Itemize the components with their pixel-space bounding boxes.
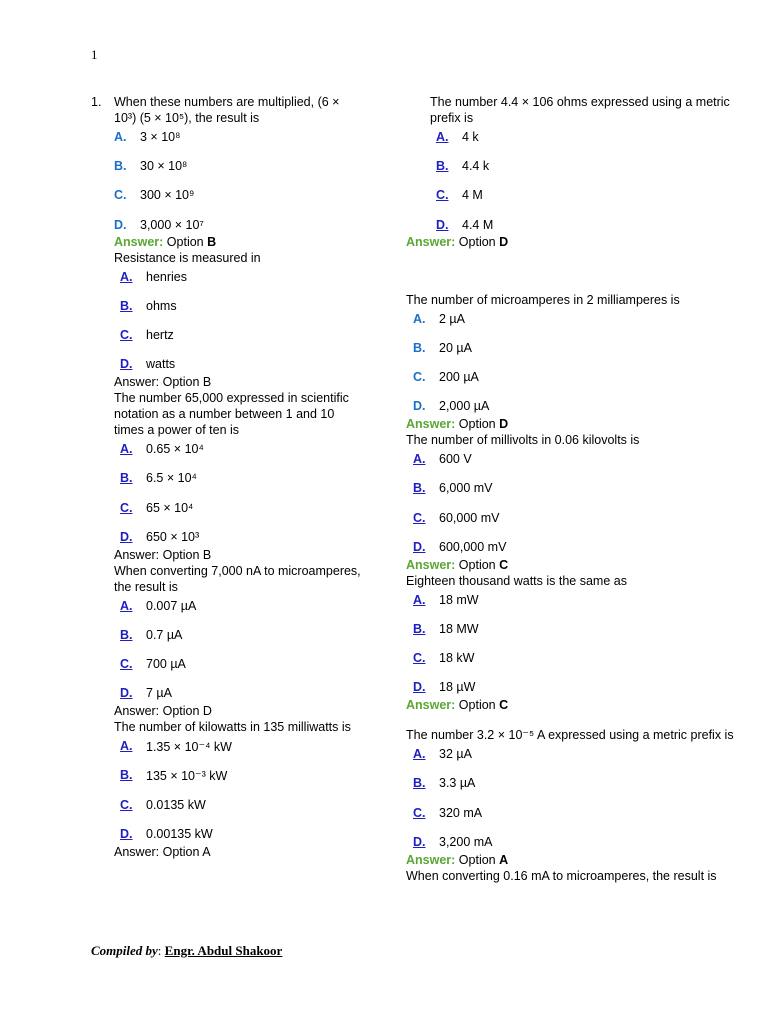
answer-text: Option <box>455 234 500 249</box>
options-list <box>406 452 756 557</box>
option-text: 20 µA <box>439 340 472 355</box>
option-letter[interactable]: D. <box>120 529 133 544</box>
option-b[interactable] <box>120 628 361 657</box>
option-letter[interactable]: D. <box>413 834 426 849</box>
option-d[interactable] <box>120 686 361 703</box>
option-letter[interactable]: D. <box>436 217 449 232</box>
footer-colon: : <box>157 943 162 958</box>
option-letter[interactable]: C. <box>120 657 133 672</box>
option-text: 0.0135 kW <box>146 797 206 812</box>
answer-line <box>406 697 756 713</box>
question-r1: The number 4.4 × 106 ohms expressed using a metric prefix is <box>430 95 730 125</box>
answer-text: Option <box>455 417 500 432</box>
option-c[interactable] <box>114 188 361 217</box>
options-list <box>406 747 756 852</box>
answer-label: Answer: <box>114 234 164 249</box>
option-letter[interactable]: B. <box>413 481 426 496</box>
option-d[interactable] <box>413 835 756 852</box>
answer-line: Answer: Option A <box>114 844 211 859</box>
option-d[interactable] <box>120 357 361 374</box>
option-text: 6.5 × 10⁴ <box>146 471 197 486</box>
answer-line <box>406 234 756 250</box>
question-3: The number 65,000 expressed in scientific notation as a number between 1 and 10 times a power of ten is <box>114 391 349 438</box>
option-letter[interactable]: A. <box>436 130 449 144</box>
answer-label: Answer: <box>406 417 456 432</box>
option-text: henries <box>146 269 187 284</box>
footer-label: Compiled by <box>91 943 158 958</box>
answer-label: Answer: <box>406 698 456 713</box>
option-a[interactable] <box>120 599 361 628</box>
option-b[interactable] <box>120 768 361 797</box>
author-name: Engr. Abdul Shakoor <box>164 943 283 958</box>
option-d[interactable] <box>413 680 756 697</box>
answer-line <box>91 234 361 250</box>
option-text: 18 mW <box>439 592 479 607</box>
options-list <box>91 130 361 234</box>
option-b[interactable] <box>436 159 756 188</box>
answer-value: D <box>499 417 509 432</box>
question-4: When converting 7,000 nA to microamperes, the result is <box>114 563 361 594</box>
question-2: Resistance is measured in <box>114 250 261 265</box>
option-text: 0.7 µA <box>146 627 183 642</box>
option-letter: A. <box>413 311 426 326</box>
option-c[interactable] <box>413 511 756 540</box>
option-a[interactable] <box>120 442 361 471</box>
option-a[interactable] <box>413 452 756 481</box>
option-text: 2,000 µA <box>439 399 490 414</box>
option-text: 320 mA <box>439 805 483 820</box>
option-text: 0.007 µA <box>146 598 197 613</box>
option-letter: D. <box>114 217 127 232</box>
option-letter[interactable]: C. <box>436 188 449 203</box>
answer-line <box>406 416 756 432</box>
option-text: 4.4 k <box>462 159 490 174</box>
options-list <box>91 599 361 704</box>
option-text: 700 µA <box>146 657 186 672</box>
option-text: 0.00135 kW <box>146 826 213 841</box>
option-text: 18 MW <box>439 621 479 636</box>
option-letter[interactable]: C. <box>413 651 426 666</box>
option-letter[interactable]: C. <box>120 500 133 515</box>
page-number: 1 <box>91 47 98 62</box>
option-b[interactable] <box>120 299 361 328</box>
option-letter[interactable]: A. <box>120 598 133 613</box>
option-text: 3 × 10⁸ <box>140 130 181 144</box>
option-text: 7 µA <box>146 686 172 701</box>
question-number: 1. <box>91 95 102 109</box>
option-b[interactable] <box>120 471 361 500</box>
option-letter[interactable]: D. <box>413 680 426 695</box>
answer-text: Option <box>455 698 500 713</box>
answer-line: Answer: Option B <box>114 375 212 390</box>
option-letter: A. <box>114 130 127 144</box>
option-a[interactable] <box>413 593 756 622</box>
answer-text: Option <box>163 234 208 249</box>
option-text: 135 × 10⁻³ kW <box>146 769 228 784</box>
option-text: 650 × 10³ <box>146 529 200 544</box>
option-c[interactable] <box>413 651 756 680</box>
option-letter[interactable]: C. <box>120 327 133 342</box>
question-r5: The number 3.2 × 10⁻⁵ A expressed using a metric prefix is <box>406 728 734 743</box>
option-a[interactable] <box>120 739 361 768</box>
right-column <box>406 94 756 884</box>
option-c[interactable] <box>120 328 361 357</box>
option-letter[interactable]: C. <box>413 805 426 820</box>
question-r4: Eighteen thousand watts is the same as <box>406 573 627 588</box>
option-letter[interactable]: B. <box>413 621 426 636</box>
option-letter[interactable]: B. <box>120 471 133 486</box>
answer-line <box>406 852 756 868</box>
option-b[interactable] <box>413 776 756 805</box>
answer-label: Answer: <box>406 557 456 572</box>
answer-label: Answer: <box>406 234 456 249</box>
option-letter: B. <box>114 159 127 174</box>
option-text: 4 k <box>462 130 479 144</box>
left-column <box>91 94 361 860</box>
answer-value: C <box>499 698 509 713</box>
question-r2: The number of microamperes in 2 milliamperes is <box>406 292 680 307</box>
answer-value: B <box>207 234 217 249</box>
option-text: watts <box>146 357 176 372</box>
option-c[interactable] <box>413 370 756 399</box>
option-letter: D. <box>413 399 426 414</box>
question-5: The number of kilowatts in 135 milliwatts is <box>114 720 351 735</box>
question-text: When these numbers are multiplied, (6 × 10³) (5 × 10⁵), the result is <box>114 95 340 125</box>
option-a[interactable] <box>120 270 361 299</box>
question-r3: The number of millivolts in 0.06 kilovolts is <box>406 433 640 448</box>
option-text: 3,000 × 10⁷ <box>140 217 204 232</box>
option-d[interactable] <box>413 399 756 416</box>
option-text: 32 µA <box>439 747 472 762</box>
option-c[interactable] <box>120 657 361 686</box>
option-letter[interactable]: D. <box>120 826 133 841</box>
option-letter: C. <box>413 369 426 384</box>
option-c[interactable] <box>413 806 756 835</box>
option-text: 300 × 10⁹ <box>140 188 195 203</box>
option-letter[interactable]: B. <box>120 627 133 642</box>
option-letter[interactable]: B. <box>413 776 426 791</box>
option-letter[interactable]: B. <box>436 159 449 174</box>
option-text: 30 × 10⁸ <box>140 159 188 174</box>
option-text: 600,000 mV <box>439 539 507 554</box>
option-letter[interactable]: B. <box>120 298 133 313</box>
option-letter[interactable]: D. <box>120 686 133 701</box>
option-letter[interactable]: A. <box>413 452 426 467</box>
option-text: 60,000 mV <box>439 510 500 525</box>
option-b[interactable] <box>413 481 756 510</box>
option-d[interactable] <box>114 218 361 234</box>
option-b[interactable] <box>413 341 756 370</box>
option-a[interactable] <box>114 130 361 159</box>
option-c[interactable] <box>436 188 756 217</box>
option-d[interactable] <box>413 540 756 557</box>
options-list <box>91 442 361 547</box>
option-letter[interactable]: A. <box>413 747 426 762</box>
option-letter[interactable]: D. <box>120 357 133 372</box>
option-text: ohms <box>146 298 177 313</box>
option-c[interactable] <box>120 798 361 827</box>
options-list <box>406 130 756 234</box>
option-text: 4.4 M <box>462 217 494 232</box>
option-text: 4 M <box>462 188 483 203</box>
option-text: 18 kW <box>439 651 475 666</box>
option-text: 65 × 10⁴ <box>146 500 194 515</box>
option-letter[interactable]: A. <box>413 592 426 607</box>
option-b[interactable] <box>413 622 756 651</box>
question-1 <box>91 94 361 126</box>
option-b[interactable] <box>114 159 361 188</box>
answer-value: D <box>499 234 509 249</box>
question-r6: When converting 0.16 mA to microamperes, the result is <box>406 868 717 883</box>
option-letter: B. <box>413 340 426 355</box>
option-text: 600 V <box>439 452 472 467</box>
option-text: 2 µA <box>439 311 465 326</box>
option-letter[interactable]: A. <box>120 269 133 284</box>
option-text: 6,000 mV <box>439 481 493 496</box>
options-list <box>406 312 756 417</box>
answer-line: Answer: Option D <box>114 704 212 719</box>
option-c[interactable] <box>120 501 361 530</box>
option-text: 3,200 mA <box>439 834 493 849</box>
option-d[interactable] <box>436 218 756 234</box>
option-text: 1.35 × 10⁻⁴ kW <box>146 740 232 755</box>
answer-value: A <box>499 852 509 867</box>
option-letter: C. <box>114 188 127 203</box>
option-text: 18 µW <box>439 680 476 695</box>
answer-label: Answer: <box>406 852 456 867</box>
option-text: 200 µA <box>439 369 479 384</box>
compiled-by-footer <box>91 943 282 959</box>
option-a[interactable] <box>413 747 756 776</box>
option-a[interactable] <box>436 130 756 159</box>
answer-line: Answer: Option B <box>114 547 212 562</box>
options-list <box>91 739 361 844</box>
option-text: hertz <box>146 327 174 342</box>
option-letter[interactable]: A. <box>120 442 133 457</box>
option-d[interactable] <box>120 827 361 844</box>
option-letter[interactable]: C. <box>413 510 426 525</box>
answer-text: Option <box>455 557 500 572</box>
option-d[interactable] <box>120 530 361 547</box>
option-text: 0.65 × 10⁴ <box>146 442 204 457</box>
options-list <box>91 270 361 375</box>
option-letter[interactable]: D. <box>413 539 426 554</box>
option-letter[interactable]: C. <box>120 797 133 812</box>
options-list <box>406 593 756 698</box>
answer-value: C <box>499 557 509 572</box>
option-letter[interactable]: A. <box>120 739 133 754</box>
answer-line <box>406 557 756 573</box>
option-a[interactable] <box>413 312 756 341</box>
answer-text: Option <box>455 852 500 867</box>
option-letter[interactable]: B. <box>120 768 133 783</box>
option-text: 3.3 µA <box>439 776 476 791</box>
